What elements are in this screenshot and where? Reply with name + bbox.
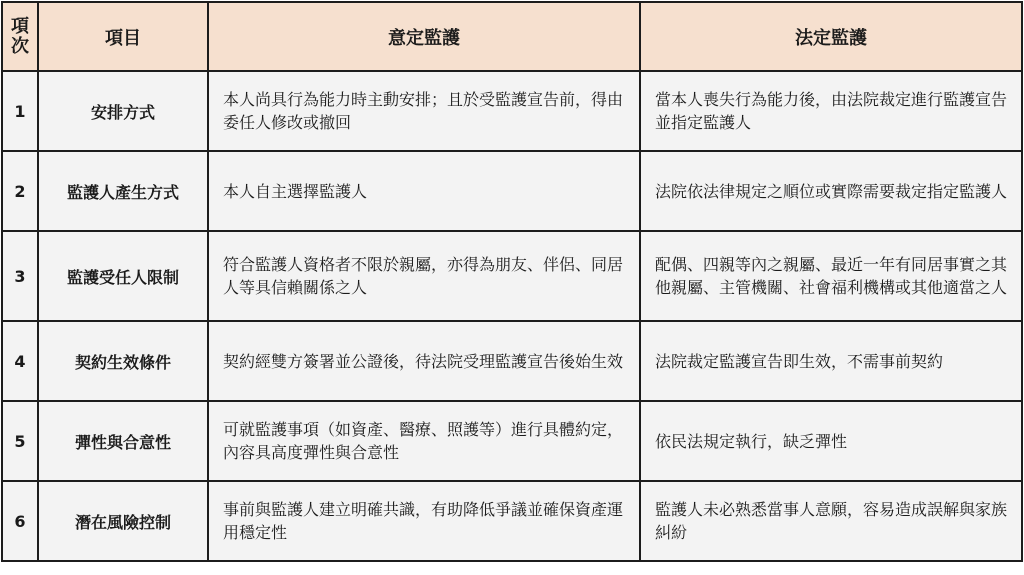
- row-voluntary: 可就監護事項（如資產、醫療、照護等）進行具體約定，內容具高度彈性與合意性: [208, 401, 640, 481]
- row-statutory: 法院依法律規定之順位或實際需要裁定指定監護人: [640, 151, 1022, 231]
- row-statutory: 法院裁定監護宣告即生效，不需事前契約: [640, 321, 1022, 401]
- row-no: 4: [2, 321, 38, 401]
- row-statutory: 當本人喪失行為能力後，由法院裁定進行監護宣告並指定監護人: [640, 71, 1022, 151]
- table-row: [2, 151, 1022, 231]
- row-item: 契約生效條件: [38, 321, 208, 401]
- row-voluntary: 符合監護人資格者不限於親屬，亦得為朋友、伴侶、同居人等具信賴關係之人: [208, 231, 640, 321]
- table-row: [2, 401, 1022, 481]
- row-voluntary: 本人自主選擇監護人: [208, 151, 640, 231]
- row-item: 監護受任人限制: [38, 231, 208, 321]
- table-row: [2, 481, 1022, 561]
- row-statutory: 配偶、四親等內之親屬、最近一年有同居事實之其他親屬、主管機關、社會福利機構或其他適當之人: [640, 231, 1022, 321]
- row-item: 監護人產生方式: [38, 151, 208, 231]
- row-no: 1: [2, 71, 38, 151]
- row-statutory: 監護人未必熟悉當事人意願，容易造成誤解與家族糾紛: [640, 481, 1022, 561]
- row-voluntary: 事前與監護人建立明確共識，有助降低爭議並確保資產運用穩定性: [208, 481, 640, 561]
- row-no: 6: [2, 481, 38, 561]
- header-no: 項次: [2, 2, 38, 71]
- row-item: 安排方式: [38, 71, 208, 151]
- table-row: [2, 71, 1022, 151]
- row-no: 5: [2, 401, 38, 481]
- row-voluntary: 本人尚具行為能力時主動安排；且於受監護宣告前，得由委任人修改或撤回: [208, 71, 640, 151]
- row-no: 3: [2, 231, 38, 321]
- table-row: [2, 321, 1022, 401]
- row-voluntary: 契約經雙方簽署並公證後，待法院受理監護宣告後始生效: [208, 321, 640, 401]
- comparison-table: [1, 1, 1023, 562]
- table-row: [2, 231, 1022, 321]
- row-statutory: 依民法規定執行，缺乏彈性: [640, 401, 1022, 481]
- row-item: 潛在風險控制: [38, 481, 208, 561]
- row-item: 彈性與合意性: [38, 401, 208, 481]
- header-statutory-guardianship: 法定監護: [640, 2, 1022, 71]
- header-item: 項目: [38, 2, 208, 71]
- header-voluntary-guardianship: 意定監護: [208, 2, 640, 71]
- table-header-row: [2, 2, 1022, 71]
- row-no: 2: [2, 151, 38, 231]
